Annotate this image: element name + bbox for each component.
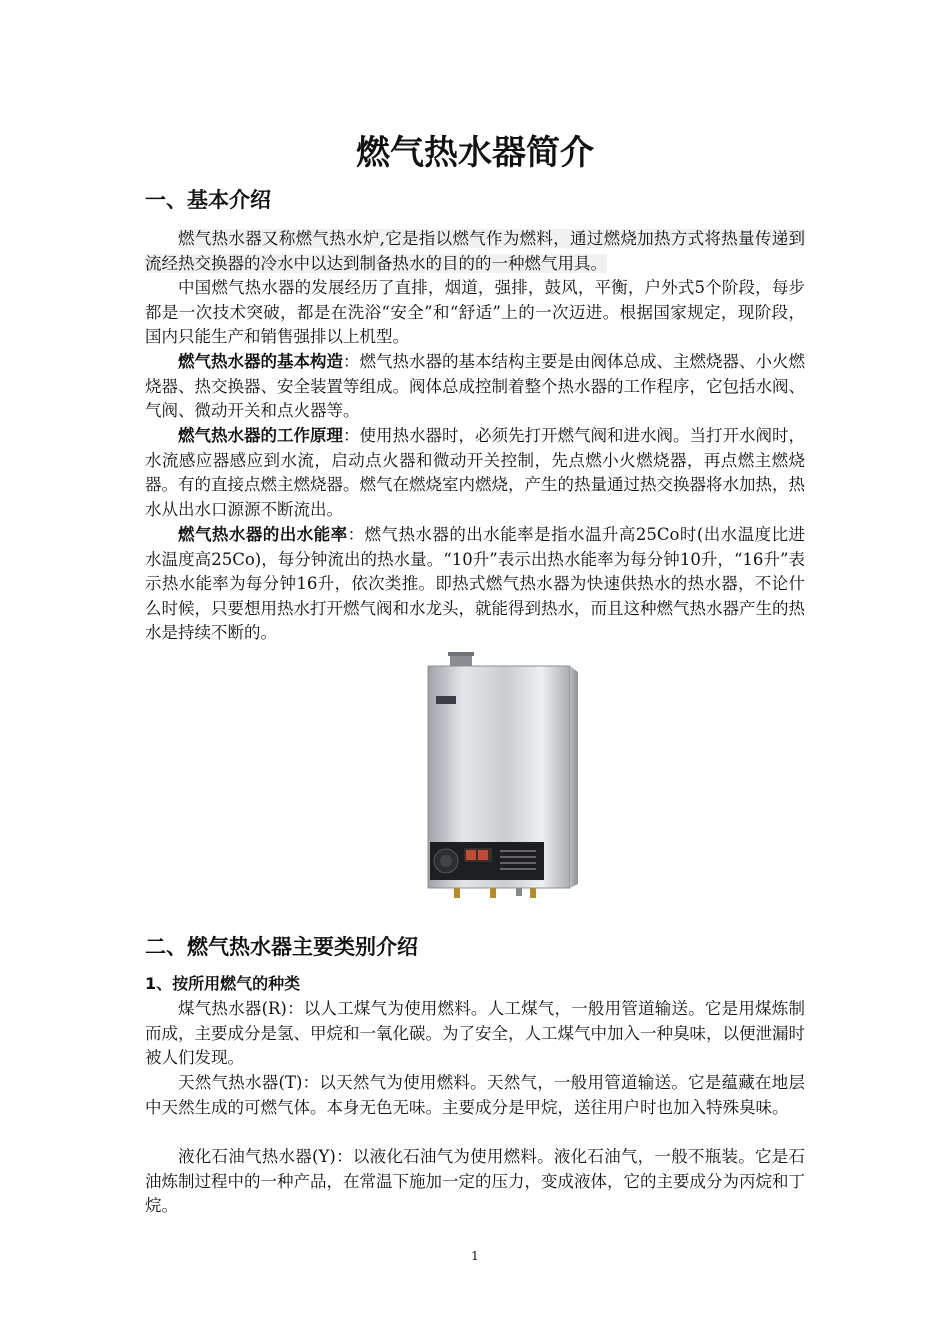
section2-paragraph-1: 煤气热水器(R)：以人工煤气为使用燃料。人工煤气，一般用管道输送。它是用煤炼制而成，主要成分是氢、甲烷和一氧化碳。为了安全，人工煤气中加入一种臭味，以便泄漏时被人们发现。 (145, 999, 805, 1068)
section2-subheading: 1、按所用燃气的种类 (145, 974, 301, 993)
section1-paragraph-5 (145, 523, 805, 646)
paragraph-label: 燃气热水器的工作原理 (178, 426, 343, 445)
section1-paragraph-4 (145, 424, 805, 522)
page-number: 1 (471, 1249, 479, 1263)
paragraph-label: 燃气热水器的基本构造 (178, 352, 343, 371)
highlighted-text: 燃气热水器又称燃气热水炉,它是指以燃气作为燃料，通过燃烧加热方式将热量传递到流经热交换器的冷水中以达到制备热水的目的的一种燃气用具。 (145, 229, 805, 273)
paragraph-text: ：燃气热水器的出水能率是指水温升高25Co时(出水温度比进水温度高25Co)，每分钟流出的热水量。“10升”表示出热水能率为每分钟10升，“16升”表示热水能率为每分钟16升，依次类推。即热式燃气热水器为快速供热水的热水器，不论什么时候，只要想用热水打开燃气阀和水龙头，就能得到热水，而且这种燃气热水器产生的热水是持续不断的。 (145, 525, 805, 643)
section1-heading: 一、基本介绍 (145, 188, 271, 212)
water-heater-icon (420, 652, 590, 902)
paragraph-text: ：使用热水器时，必须先打开燃气阀和进水阀。当打开水阀时，水流感应器感应到水流，启动点火器和微动开关控制，先点燃小火燃烧器，再点燃主燃烧器。有的直接点燃主燃烧器。燃气在燃烧室内燃烧，产生的热量通过热交换器将水加热，热水从出水口源源不断流出。 (145, 426, 805, 519)
section1-paragraph-1 (145, 227, 805, 276)
paragraph-text: ：燃气热水器的基本结构主要是由阀体总成、主燃烧器、小火燃烧器、热交换器、安全装置等组成。阀体总成控制着整个热水器的工作程序，它包括水阀、气阀、微动开关和点火器等。 (145, 352, 805, 421)
section2-paragraph-3: 液化石油气热水器(Y)：以液化石油气为使用燃料。液化石油气，一般不瓶装。它是石油炼制过程中的一种产品，在常温下施加一定的压力，变成液体，它的主要成分为丙烷和丁烷。 (145, 1147, 805, 1216)
section2-heading: 二、燃气热水器主要类别介绍 (145, 935, 418, 959)
section2-paragraph-2: 天然气热水器(T)：以天然气为使用燃料。天然气，一般用管道输送。它是蕴藏在地层中天然生成的可燃气体。本身无色无味。主要成分是甲烷，送往用户时也加入特殊臭味。 (145, 1073, 805, 1117)
section1-paragraph-3 (145, 350, 805, 424)
page-title: 燃气热水器简介 (356, 133, 594, 173)
paragraph-label: 燃气热水器的出水能率 (178, 525, 348, 544)
water-heater-image (420, 652, 590, 902)
section1-paragraph-2: 中国燃气热水器的发展经历了直排，烟道，强排，鼓风，平衡，户外式5个阶段，每步都是一次技术突破，都是在洗浴“安全”和“舒适”上的一次迈进。根据国家规定，现阶段，国内只能生产和销售强排以上机型。 (145, 278, 805, 347)
